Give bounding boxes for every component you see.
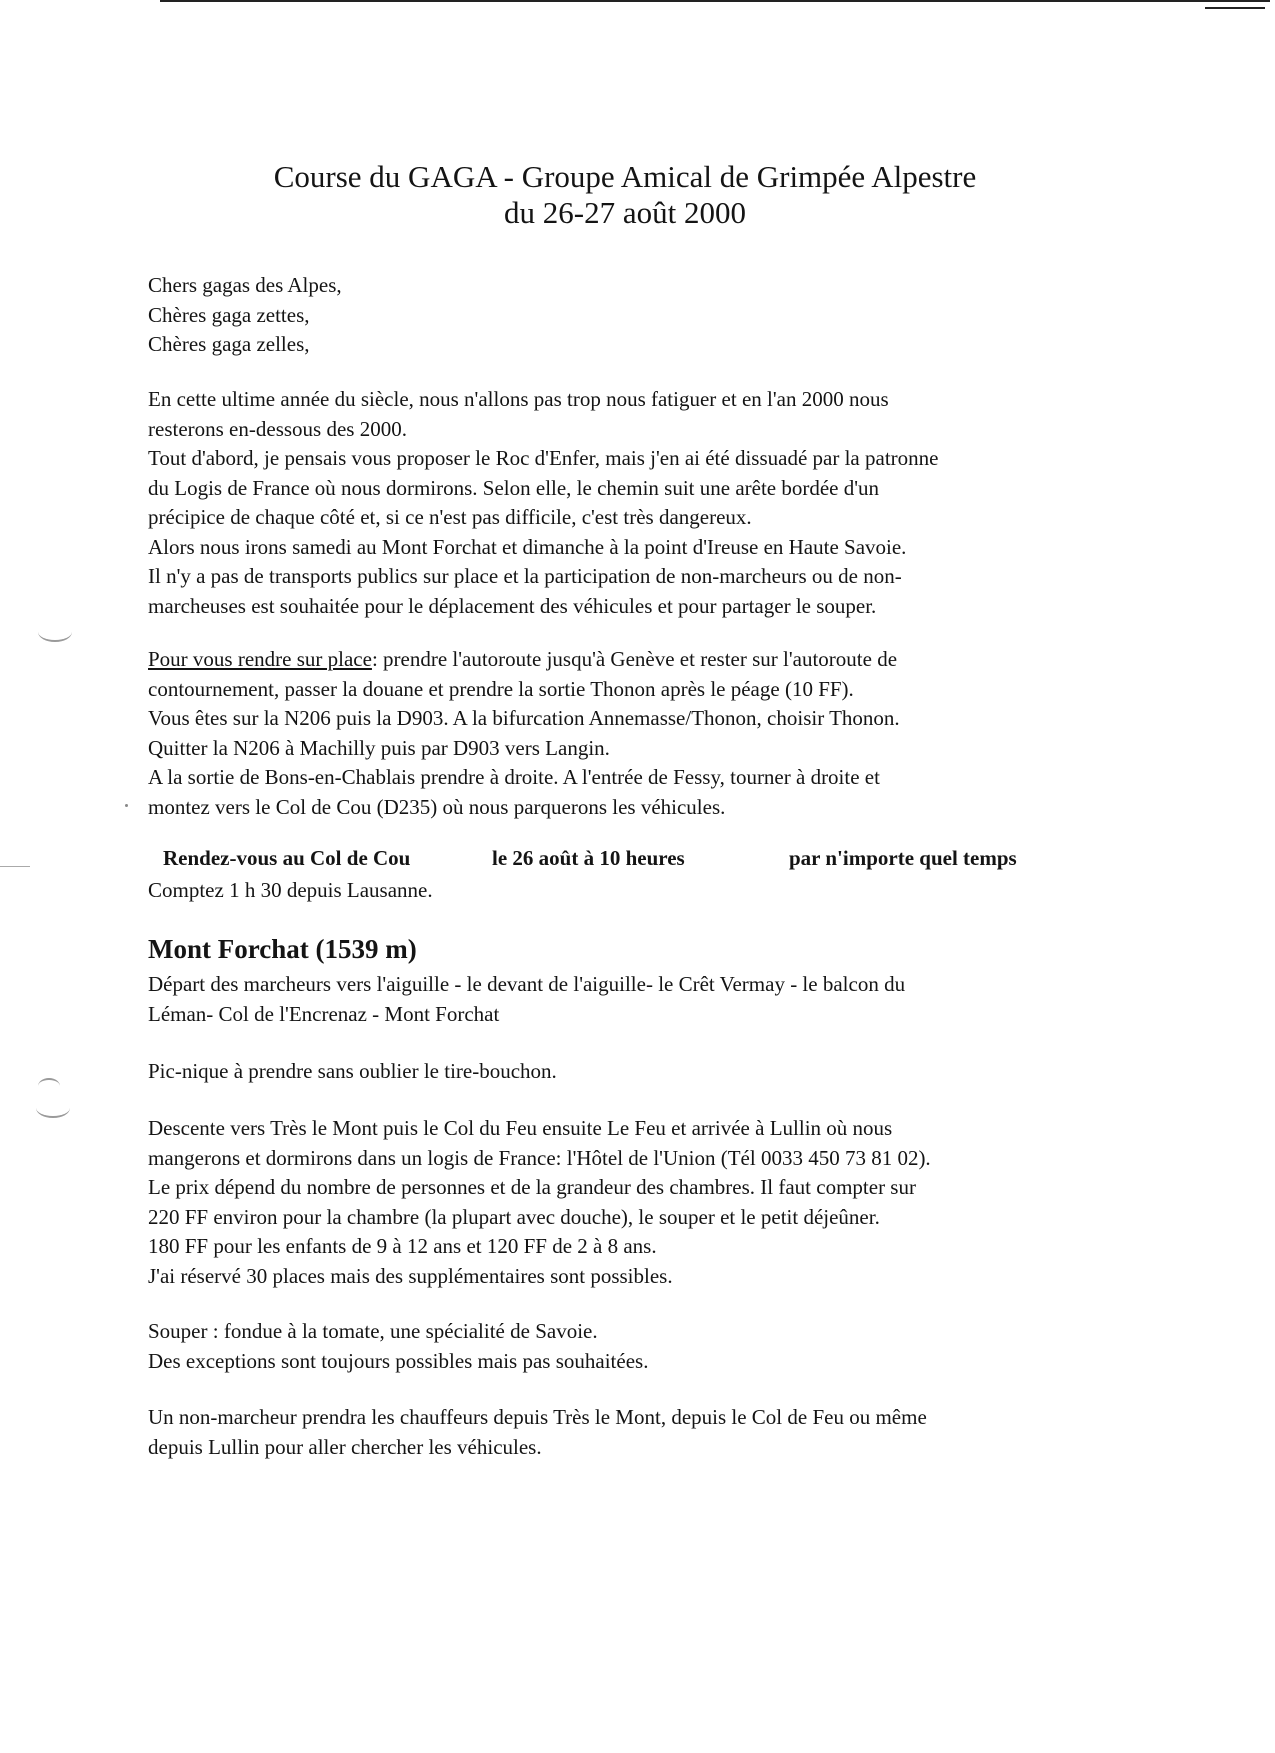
scan-edge-line <box>160 0 1270 2</box>
rendezvous-place: Rendez-vous au Col de Cou <box>163 846 411 870</box>
section-heading: Mont Forchat (1539 m) <box>148 934 417 964</box>
rendezvous-note: Comptez 1 h 30 depuis Lausanne. <box>148 878 433 902</box>
directions-line: contournement, passer la douane et prendre la sortie Thonon après le péage (10 FF). <box>148 676 854 701</box>
scan-artifact <box>125 804 128 807</box>
greeting-line: Chères gaga zettes, <box>148 302 310 327</box>
directions-paragraph <box>148 645 1228 822</box>
directions-first-line-text: : prendre l'autoroute jusqu'à Genève et rester sur l'autoroute de <box>371 647 898 671</box>
drivers-paragraph <box>148 1403 1228 1462</box>
intro-line: En cette ultime année du siècle, nous n'allons pas trop nous fatiguer et en l'an 2000 nous <box>148 387 889 411</box>
scan-artifact <box>38 1078 60 1094</box>
picnic-line: Pic-nique à prendre sans oublier le tire-bouchon. <box>148 1059 557 1083</box>
intro-paragraph <box>148 385 1228 621</box>
directions-line: montez vers le Col de Cou (D235) où nous parquerons les véhicules. <box>148 794 726 819</box>
supper-line: Des exceptions sont toujours possibles mais pas souhaitées. <box>148 1348 649 1373</box>
route-line: Départ des marcheurs vers l'aiguille - le devant de l'aiguille- le Crêt Vermay - le balcon du <box>148 972 906 996</box>
intro-line: Alors nous irons samedi au Mont Forchat et dimanche à la point d'Ireuse en Haute Savoie. <box>148 534 907 559</box>
route-paragraph <box>148 970 1228 1029</box>
scan-edge-line <box>1205 7 1265 9</box>
scan-artifact <box>38 622 72 642</box>
descent-line: 220 FF environ pour la chambre (la plupart avec douche), le souper et le petit déjeûner. <box>148 1204 880 1229</box>
directions-line: A la sortie de Bons-en-Chablais prendre à droite. A l'entrée de Fessy, tourner à droite et <box>148 765 880 789</box>
intro-line: précipice de chaque côté et, si ce n'est pas difficile, c'est très dangereux. <box>148 505 752 529</box>
document-title <box>0 159 1250 231</box>
directions-first-line <box>148 645 1228 675</box>
intro-line: resterons en-dessous des 2000. <box>148 416 407 441</box>
route-line: Léman- Col de l'Encrenaz - Mont Forchat <box>148 1001 500 1026</box>
supper-paragraph <box>148 1317 1228 1376</box>
rendezvous-time: le 26 août à 10 heures <box>492 846 685 870</box>
greeting-line: Chers gagas des Alpes, <box>148 273 342 297</box>
rendezvous-weather: par n'importe quel temps <box>789 846 1017 870</box>
descent-paragraph <box>148 1114 1228 1291</box>
descent-line: Le prix dépend du nombre de personnes et de la grandeur des chambres. Il faut compter sur <box>148 1175 916 1199</box>
greeting-line: Chères gaga zelles, <box>148 332 310 356</box>
supper-line: Souper : fondue à la tomate, une spécialité de Savoie. <box>148 1319 598 1343</box>
directions-line: Quitter la N206 à Machilly puis par D903 vers Langin. <box>148 735 610 760</box>
title-line-1: Course du GAGA - Groupe Amical de Grimpée Alpestre <box>273 159 977 194</box>
intro-line: du Logis de France où nous dormirons. Selon elle, le chemin suit une arête bordée d'un <box>148 475 880 500</box>
title-line-2: du 26-27 août 2000 <box>504 195 746 230</box>
drivers-line: depuis Lullin pour aller chercher les véhicules. <box>148 1434 542 1459</box>
scan-artifact <box>0 866 30 867</box>
descent-line: 180 FF pour les enfants de 9 à 12 ans et 120 FF de 2 à 8 ans. <box>148 1234 657 1258</box>
drivers-line: Un non-marcheur prendra les chauffeurs depuis Très le Mont, depuis le Col de Feu ou même <box>148 1405 927 1429</box>
directions-label: Pour vous rendre sur place <box>148 647 372 671</box>
intro-line: Il n'y a pas de transports publics sur place et la participation de non-marcheurs ou de non- <box>148 564 902 588</box>
descent-line: J'ai réservé 30 places mais des supplémentaires sont possibles. <box>148 1263 673 1288</box>
descent-line: Descente vers Très le Mont puis le Col du Feu ensuite Le Feu et arrivée à Lullin où nous <box>148 1116 893 1140</box>
scan-artifact <box>36 1098 70 1118</box>
descent-line: mangerons et dormirons dans un logis de France: l'Hôtel de l'Union (Tél 0033 450 73 81 02). <box>148 1145 931 1170</box>
intro-line: Tout d'abord, je pensais vous proposer le Roc d'Enfer, mais j'en ai été dissuadé par la patronne <box>148 446 939 470</box>
greeting <box>148 271 1228 360</box>
directions-line: Vous êtes sur la N206 puis la D903. A la bifurcation Annemasse/Thonon, choisir Thonon. <box>148 706 900 730</box>
intro-line: marcheuses est souhaitée pour le déplacement des véhicules et pour partager le souper. <box>148 593 877 618</box>
